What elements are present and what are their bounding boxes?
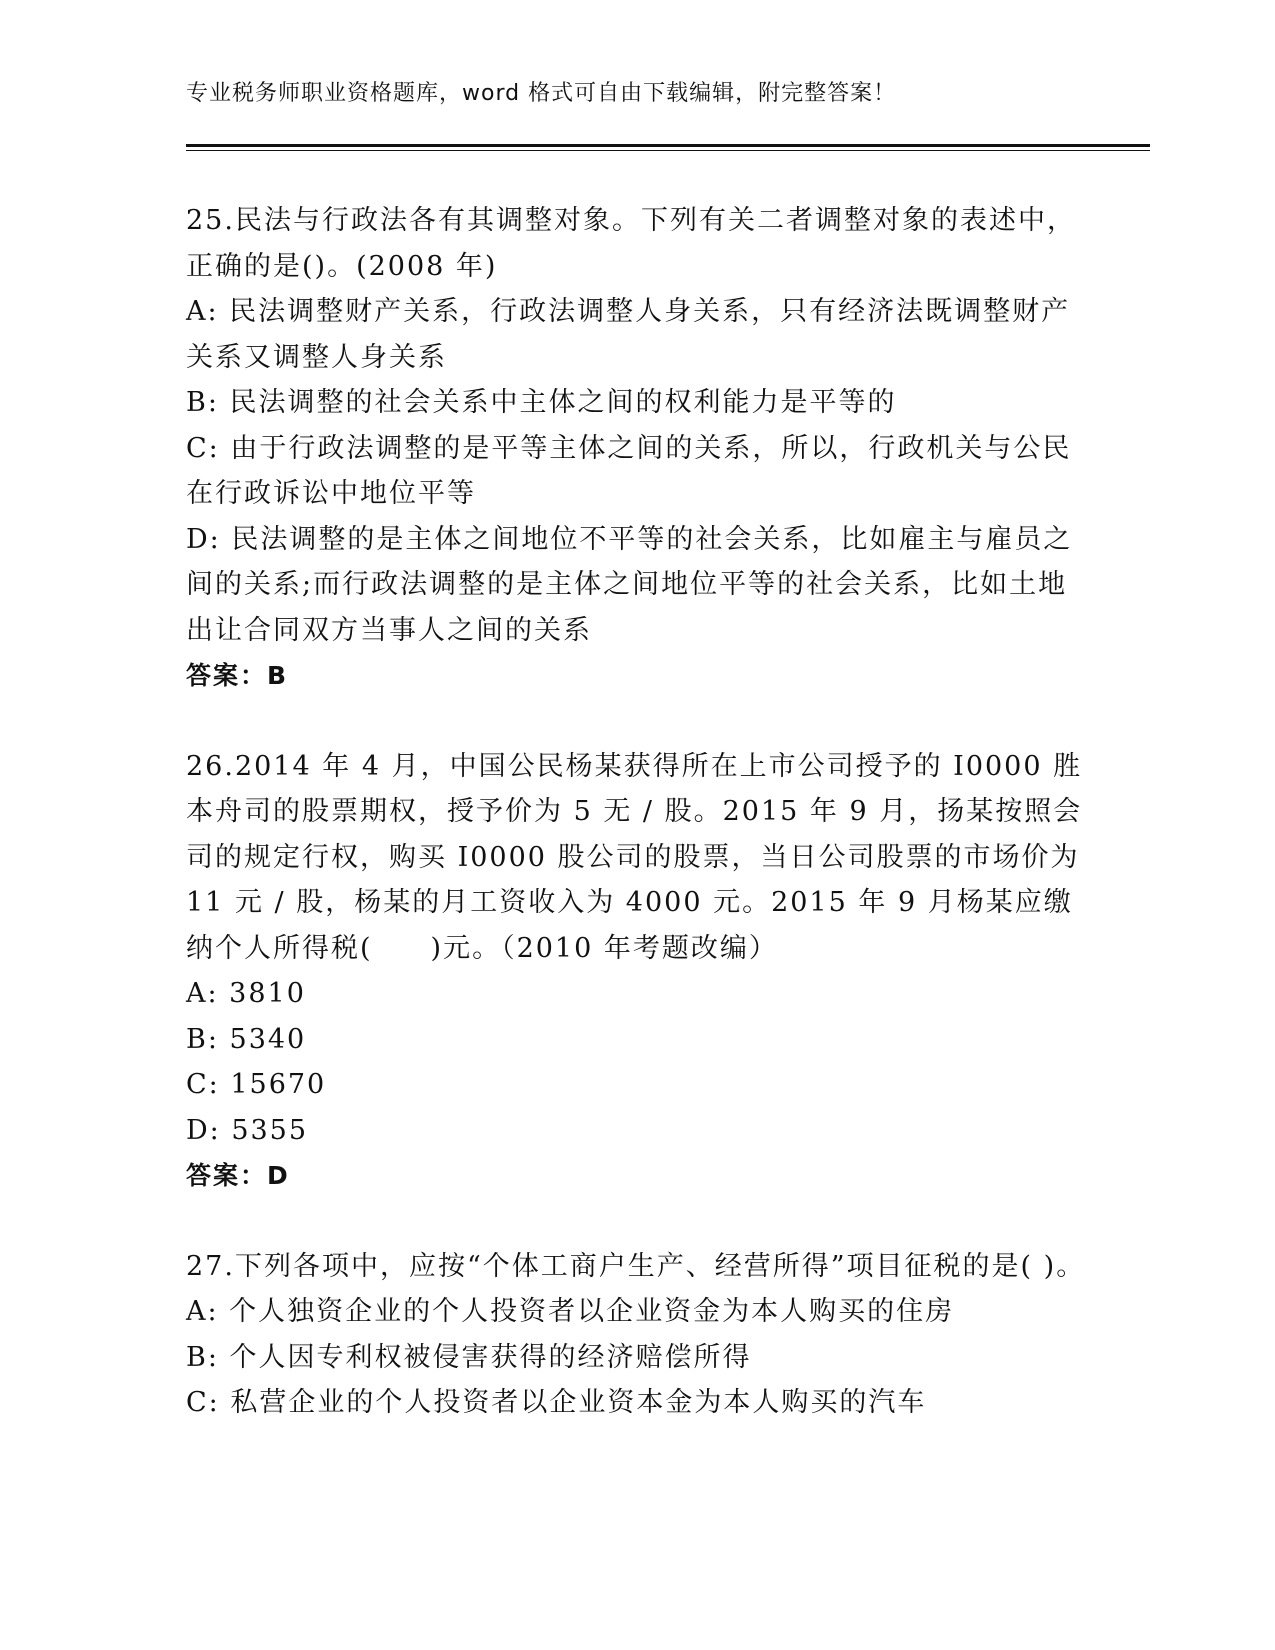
- question-26: [186, 744, 1086, 1199]
- option-a: A: 3810: [186, 978, 306, 1009]
- option-d: D: 5355: [186, 1114, 309, 1146]
- option-c: C: 由于行政法调整的是平等主体之间的关系，所以，行政机关与公民在行政诉讼中地位平等: [186, 432, 1072, 509]
- option-b: B: 个人因专利权被侵害获得的经济赔偿所得: [186, 1341, 752, 1373]
- option-b: B: 5340: [186, 1023, 307, 1055]
- answer-label: 答案：D: [186, 1161, 290, 1190]
- question-stem: 26.2014 年 4 月，中国公民杨某获得所在上市公司授予的 I0000 胜本舟司的股票期权，授予价为 5 无 / 股。2015 年 9 月，扬某按照会司的规定行权，购买 I0000 股公司的股票，当日公司股票的市场价为 11 元 / 股，杨某的月工资收入为 4000 元。2015 年 9 月杨某应缴纳个人所得税( )元。（2010 年考题改编）: [186, 750, 1083, 964]
- option-c: C: 15670: [186, 1069, 327, 1100]
- option-b: B: 民法调整的社会关系中主体之间的权利能力是平等的: [186, 387, 897, 418]
- answer-label: 答案：B: [186, 661, 289, 690]
- question-stem: 27.下列各项中，应按“个体工商户生产、经营所得”项目征税的是( )。: [186, 1250, 1086, 1282]
- spacer: [186, 1199, 1086, 1244]
- header-rule-thick: [186, 144, 1150, 147]
- option-a: A: 个人独资企业的个人投资者以企业资金为本人购买的住房: [186, 1296, 955, 1327]
- question-stem: 25.民法与行政法各有其调整对象。下列有关二者调整对象的表述中，正确的是()。(2008 年): [186, 205, 1076, 282]
- question-25: [186, 198, 1086, 699]
- spacer: [186, 699, 1086, 744]
- question-27: [186, 1244, 1086, 1426]
- header-rule-thin: [186, 150, 1150, 151]
- question-list: [186, 198, 1086, 1426]
- page-header: 专业税务师职业资格题库，word 格式可自由下载编辑，附完整答案！: [186, 81, 897, 106]
- option-a: A: 民法调整财产关系，行政法调整人身关系，只有经济法既调整财产关系又调整人身关系: [186, 296, 1071, 373]
- option-c: C: 私营企业的个人投资者以企业资本金为本人购买的汽车: [186, 1387, 927, 1418]
- option-d: D: 民法调整的是主体之间地位不平等的社会关系，比如雇主与雇员之间的关系;而行政法调整的是主体之间地位平等的社会关系，比如土地出让合同双方当事人之间的关系: [186, 523, 1073, 646]
